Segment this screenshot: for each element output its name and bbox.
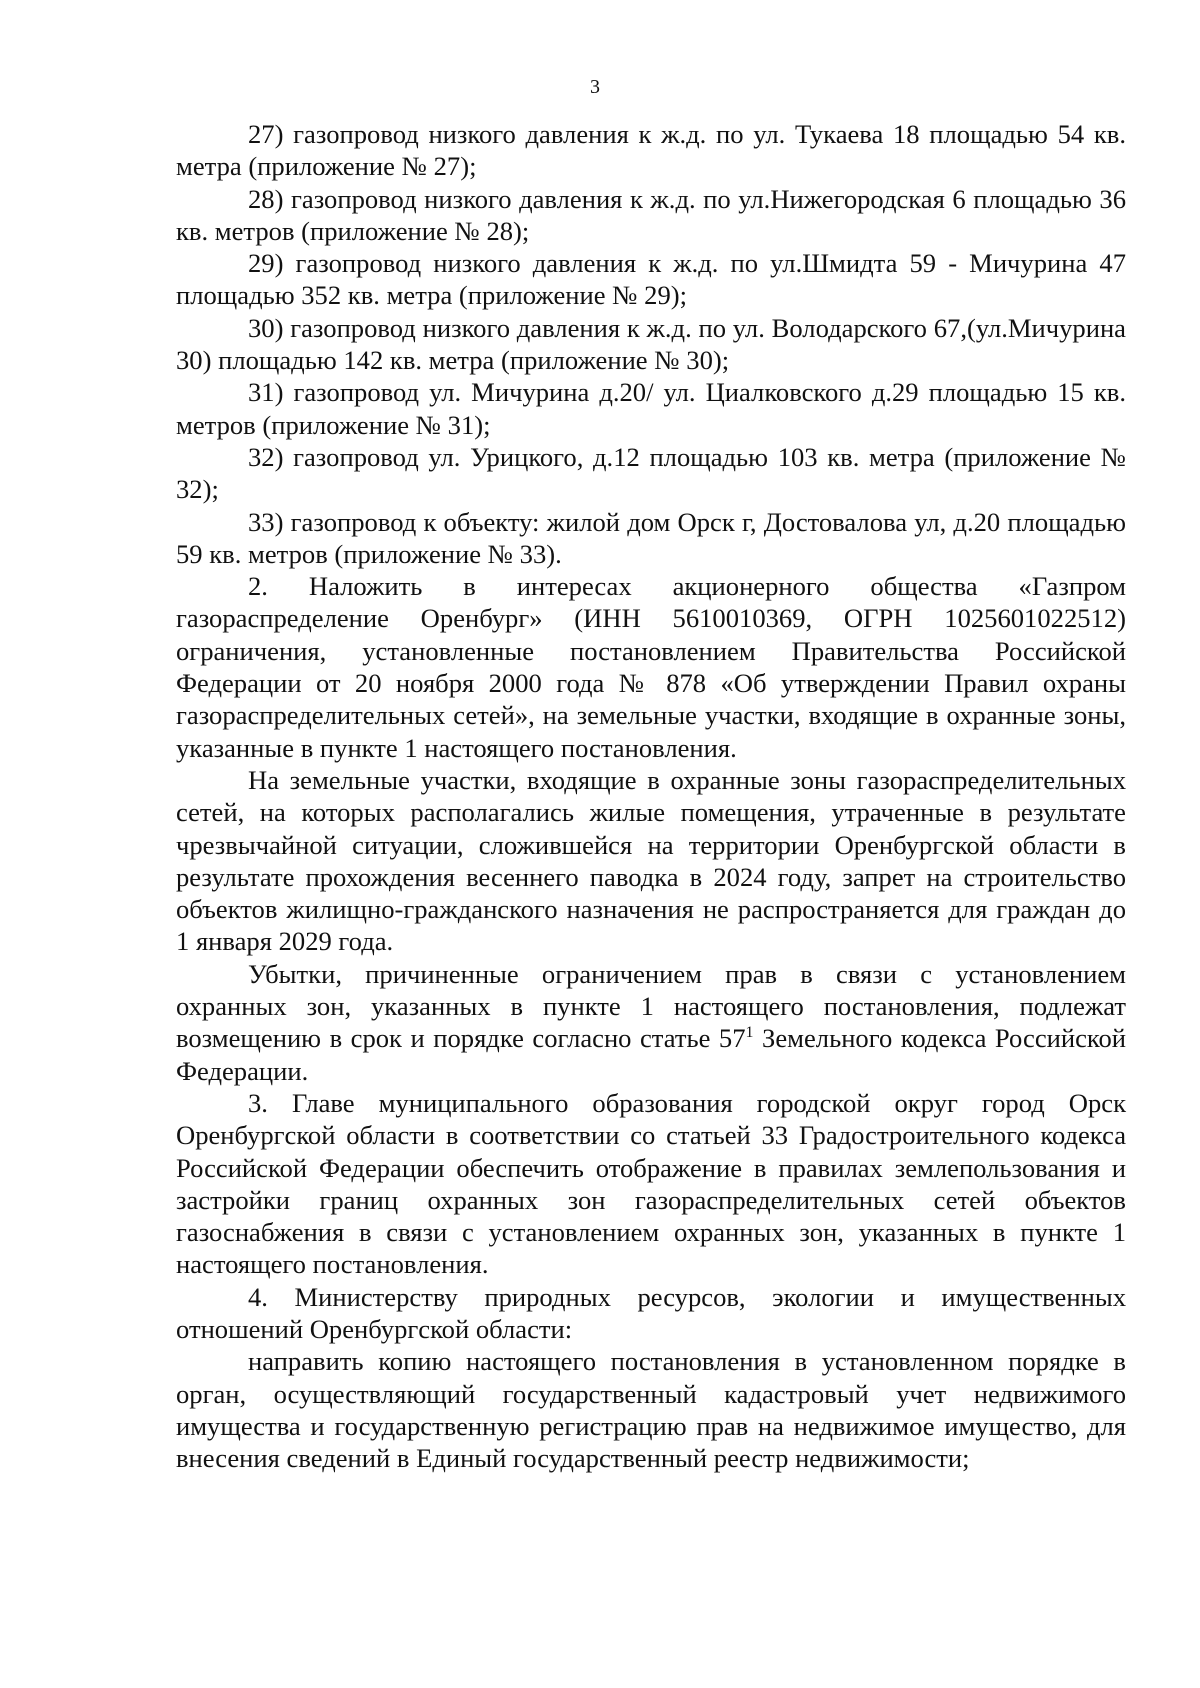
point-2-losses-paragraph xyxy=(176,958,1126,1087)
losses-text-start: Убытки, причиненные ограничением прав в связи с установлением охранных зон, указанных в пункте 1 настоящего постановления, подлежат возмещению в срок и порядке согласно статье 57 xyxy=(176,958,1126,1054)
item-28: 28) газопровод низкого давления к ж.д. по ул.Нижегородская 6 площадью 36 кв. метров (приложение № 28); xyxy=(176,183,1126,246)
item-31: 31) газопровод ул. Мичурина д.20/ ул. Циалковского д.29 площадью 15 кв. метров (приложение № 31); xyxy=(176,377,1126,440)
item-32: 32) газопровод ул. Урицкого, д.12 площадью 103 кв. метра (приложение № 32); xyxy=(176,441,1126,505)
item-29: 29) газопровод низкого давления к ж.д. по ул.Шмидта 59 - Мичурина 47 площадью 352 кв. метра (приложение № 29); xyxy=(176,248,1126,311)
item-30: 30) газопровод низкого давления к ж.д. по ул. Володарского 67,(ул.Мичурина 30) площадью 142 кв. метра (приложение № 30); xyxy=(176,312,1126,376)
losses-text-end: Земельного кодекса Российской Федерации. xyxy=(176,1023,1126,1086)
point-3-paragraph: 3. Главе муниципального образования городской округ город Орск Оренбургской области в соответствии со статьей 33 Градостроительного кодекса Российской Федерации обеспечить отображение в правилах землепользования и застройки границ охранных зон газораспределительных сетей объектов газоснабжения в связи с установлением охранных зон, указанных в пункте 1 настоящего постановления. xyxy=(176,1087,1126,1280)
point-2-paragraph: 2. Наложить в интересах акционерного общества «Газпром газораспределение Оренбург» (ИНН 5610010369, ОГРН 1025601022512) ограничения, установленные постановлением Правительства Российской Федерации от 20 ноября 2000 года № 878 «Об утверждении Правил охраны газораспределительных сетей», на земельные участки, входящие в охранные зоны, указанные в пункте 1 настоящего постановления. xyxy=(176,571,1126,763)
item-27: 27) газопровод низкого давления к ж.д. по ул. Тукаева 18 площадью 54 кв. метра (приложение № 27); xyxy=(176,119,1126,182)
article-superscript: 1 xyxy=(745,1024,754,1042)
page-number: 3 xyxy=(590,76,600,98)
point-4-subparagraph: направить копию настоящего постановления в установленном порядке в орган, осуществляющий государственный кадастровый учет недвижимого имущества и государственную регистрацию прав на недвижимое имущество, для внесения сведений в Единый государственный реестр недвижимости; xyxy=(176,1346,1126,1474)
point-4-paragraph: 4. Министерству природных ресурсов, экологии и имущественных отношений Оренбургской области: xyxy=(176,1281,1126,1344)
document-body xyxy=(176,118,1126,1474)
item-33: 33) газопровод к объекту: жилой дом Орск г, Достовалова ул, д.20 площадью 59 кв. метров (приложение № 33). xyxy=(176,506,1126,569)
point-2-flood-paragraph: На земельные участки, входящие в охранные зоны газораспределительных сетей, на которых располагались жилые помещения, утраченные в результате чрезвычайной ситуации, сложившейся на территории Оренбургской области в результате прохождения весеннего паводка в 2024 году, запрет на строительство объектов жилищно-гражданского назначения не распространяется для граждан до 1 января 2029 года. xyxy=(176,764,1126,957)
